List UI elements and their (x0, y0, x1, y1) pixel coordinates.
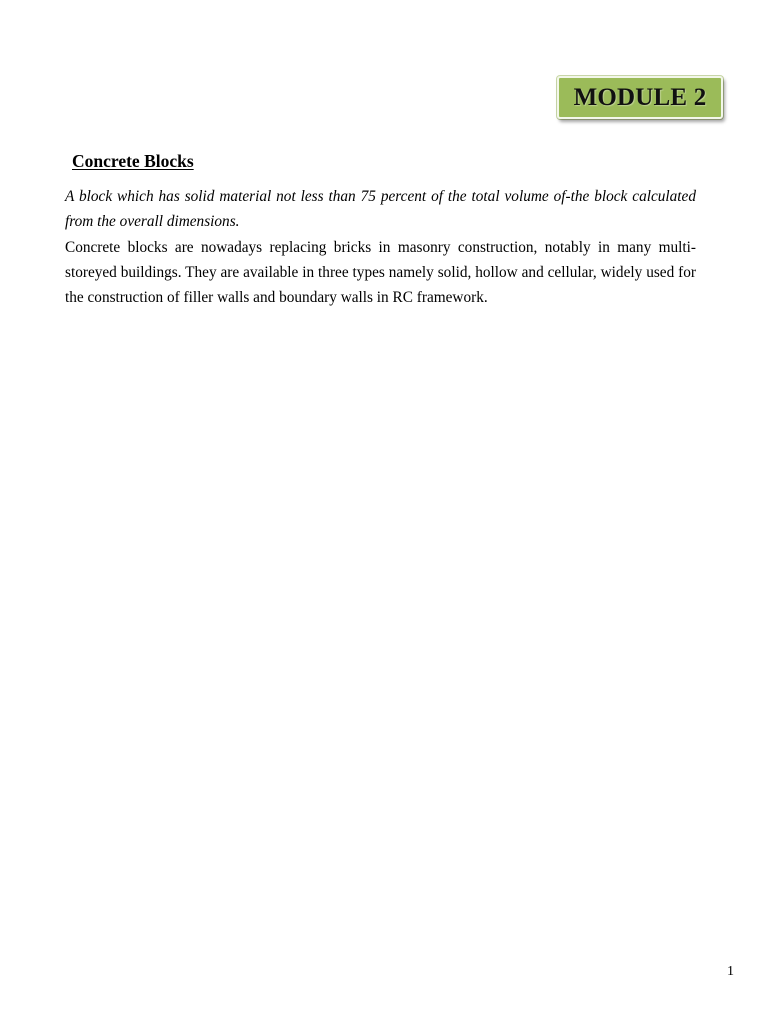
module-badge (557, 76, 723, 119)
section-heading: Concrete Blocks (72, 151, 194, 171)
module-label: MODULE 2 (573, 83, 707, 111)
page-number: 1 (727, 964, 734, 979)
body-paragraph: Concrete blocks are nowadays replacing bricks in masonry construction, notably in many multi-storeyed buildings. They are available in three types namely solid, hollow and cellular, widely used for the construction of filler walls and boundary walls in RC framework. (65, 238, 696, 307)
definition-paragraph: A block which has solid material not less than 75 percent of the total volume of-the block calculated from the overall dimensions. (65, 188, 696, 231)
section-content (65, 184, 696, 310)
